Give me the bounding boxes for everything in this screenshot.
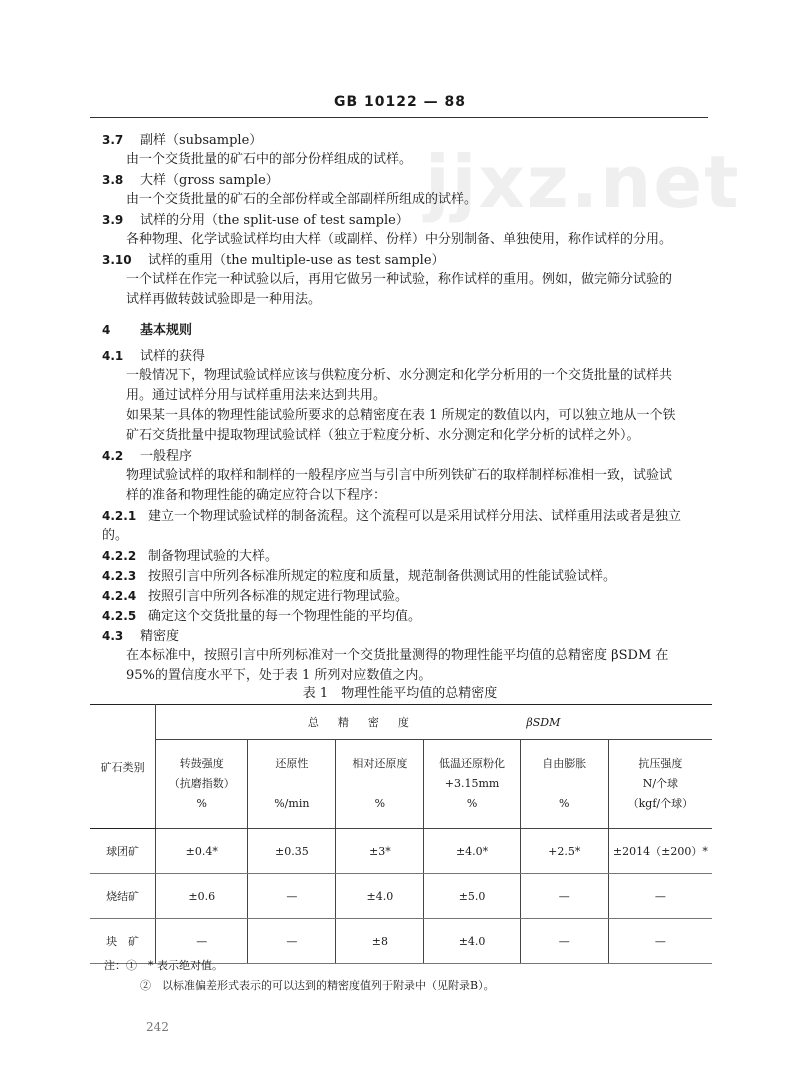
line-text: 95%的置信度水平下，处于表 1 所列对应数值之内。 — [126, 668, 432, 683]
column-header — [336, 740, 424, 829]
value-cell: ±4.0* — [424, 829, 520, 874]
column-header-line — [336, 774, 423, 794]
column-header-line: % — [196, 797, 207, 810]
column-header-line: 转鼓强度 — [179, 757, 224, 770]
clause-line — [102, 170, 279, 191]
line-text: 一般程序 — [140, 449, 193, 464]
text-line — [102, 526, 128, 546]
clause-number: 4.2.1 — [102, 509, 137, 523]
line-text: 一个试样在作完一种试验以后，再用它做另一种试验，称作试样的重用。例如，做完筛分试验的 — [126, 272, 673, 287]
clause-line — [102, 446, 192, 467]
column-header-line: 还原性 — [275, 757, 309, 770]
line-text: 试样再做转鼓试验即是一种用法。 — [126, 292, 322, 307]
line-text: 试样的分用（the split-use of test sample） — [140, 213, 409, 228]
clause-number: 4.2.3 — [102, 569, 137, 583]
line-text: 样的准备和物理性能的确定应符合以下程序： — [126, 488, 387, 503]
table-title: 表 1 物理性能平均值的总精密度 — [302, 686, 498, 701]
column-header-line: N/个球 — [642, 777, 679, 790]
line-text: 精密度 — [140, 629, 180, 644]
text-line — [126, 190, 477, 210]
column-header-line — [521, 774, 608, 794]
value-cell: ±0.4* — [156, 829, 248, 874]
row-header-cell: 矿石类别 — [90, 705, 156, 829]
value-cell: ±5.0 — [424, 874, 520, 919]
value-cell: ±3* — [336, 829, 424, 874]
clause-line — [102, 506, 681, 527]
column-header-line: %/min — [274, 797, 310, 810]
line-text: 副样（subsample） — [140, 133, 263, 148]
column-header-row — [90, 740, 712, 829]
column-header — [608, 740, 712, 829]
group-header-cell — [156, 705, 712, 740]
value-cell: +2.5* — [520, 829, 608, 874]
clause-line — [102, 606, 421, 627]
watermark: jjxz.net — [425, 140, 741, 224]
clause-number: 4.3 — [102, 629, 124, 643]
column-header — [156, 740, 248, 829]
column-header-line: （抗磨指数） — [168, 777, 235, 790]
ore-type-cell: 块 矿 — [90, 919, 156, 964]
clause-line — [102, 566, 616, 587]
group-symbol: βSDM — [526, 716, 561, 729]
line-text: 大样（gross sample） — [140, 173, 279, 188]
clause-line — [102, 320, 192, 341]
value-cell: ±4.0 — [424, 919, 520, 964]
clause-number: 4.2.4 — [102, 589, 137, 603]
page-header: GB 10122 — 88 — [334, 94, 466, 110]
table-body — [90, 829, 712, 964]
text-line — [126, 646, 668, 666]
clause-number: 4 — [102, 323, 111, 337]
text-line — [126, 290, 321, 310]
clause-line — [102, 626, 179, 647]
line-text: 按照引言中所列各标准的规定进行物理试验。 — [148, 589, 409, 604]
line-text: 由一个交货批量的矿石中的部分份样组成的试样。 — [126, 152, 413, 167]
clause-line — [102, 346, 205, 367]
clause-number: 4.2.5 — [102, 609, 137, 623]
table-row — [90, 874, 712, 919]
clause-line — [102, 130, 262, 151]
header-rule — [90, 117, 708, 118]
value-cell: — — [248, 919, 336, 964]
line-text: 制备物理试验的大样。 — [148, 549, 279, 564]
line-text: 矿石交货批量中提取物理试验试样（独立于粒度分析、水分测定和化学分析的试样之外）。 — [126, 428, 640, 443]
value-cell: — — [608, 919, 712, 964]
column-header-line: （kgf/个球） — [627, 797, 694, 810]
clause-number: 3.7 — [102, 133, 124, 147]
text-line — [126, 270, 672, 290]
value-cell: — — [156, 919, 248, 964]
column-header-line: % — [374, 797, 386, 810]
column-header-line — [248, 774, 335, 794]
line-text: 按照引言中所列各标准所规定的粒度和质量，规范制备供测试用的性能试验试样。 — [148, 569, 617, 584]
line-text: 一般情况下，物理试验试样应该与供粒度分析、水分测定和化学分析用的一个交货批量的试样共 — [126, 368, 673, 383]
value-cell: ±2014（±200）* — [608, 829, 712, 874]
value-cell: ±4.0 — [336, 874, 424, 919]
line-text: 试样的重用（the multiple-use as test sample） — [148, 253, 445, 268]
value-cell: — — [608, 874, 712, 919]
line-text: 的。 — [102, 528, 129, 543]
line-text: 基本规则 — [140, 323, 193, 338]
text-line — [126, 150, 412, 170]
value-cell: — — [520, 874, 608, 919]
text-line — [126, 426, 640, 446]
value-cell: — — [520, 919, 608, 964]
clause-line — [102, 250, 445, 271]
value-cell: ±8 — [336, 919, 424, 964]
column-header-line: 自由膨胀 — [542, 757, 587, 770]
text-line — [126, 230, 672, 250]
line-text: 建立一个物理试验试样的制备流程。这个流程可以是采用试样分用法、试样重用法或者是独立 — [148, 509, 682, 524]
clause-line — [102, 546, 278, 567]
line-text: 试样的获得 — [140, 349, 206, 364]
column-header — [520, 740, 608, 829]
column-header-line: +3.15mm — [444, 777, 500, 790]
clause-line — [102, 586, 408, 607]
clause-number: 3.9 — [102, 213, 124, 227]
line-text: 确定这个交货批量的每一个物理性能的平均值。 — [148, 609, 422, 624]
value-cell: ±0.6 — [156, 874, 248, 919]
line-text: 用。通过试样分用与试样重用法来达到共用。 — [126, 388, 387, 403]
note-2: ② 以标准偏差形式表示的可以达到的精密度值列于附录中（见附录B）。 — [140, 979, 495, 992]
column-header — [424, 740, 520, 829]
column-header-line: % — [559, 797, 570, 810]
line-text: 各种物理、化学试验试样均由大样（或副样、份样）中分别制备、单独使用，称作试样的分用。 — [126, 232, 673, 247]
clause-line — [102, 210, 409, 231]
text-line — [126, 486, 386, 506]
column-header-line: 抗压强度 — [638, 757, 683, 770]
text-line — [126, 386, 386, 406]
text-line — [126, 466, 672, 486]
clause-number: 4.2.2 — [102, 549, 137, 563]
clause-number: 3.8 — [102, 173, 124, 187]
line-text: 由一个交货批量的矿石的全部份样或全部副样所组成的试样。 — [126, 192, 478, 207]
column-header-line: 低温还原粉化 — [439, 757, 506, 770]
clause-number: 4.2 — [102, 449, 124, 463]
ore-type-cell: 烧结矿 — [90, 874, 156, 919]
column-header — [248, 740, 336, 829]
line-text: 如果某一具体的物理性能试验所要求的总精密度在表 1 所规定的数值以内，可以独立地从一个铁 — [126, 408, 676, 423]
precision-table — [90, 704, 712, 964]
column-header-line: 相对还原度 — [352, 757, 408, 770]
note-1: 注：① * 表示绝对值。 — [104, 959, 223, 972]
value-cell: — — [248, 874, 336, 919]
page-number: 242 — [146, 1020, 169, 1034]
text-line — [126, 366, 672, 386]
value-cell: ±0.35 — [248, 829, 336, 874]
table-row — [90, 829, 712, 874]
line-text: 在本标准中，按照引言中所列标准对一个交货批量测得的物理性能平均值的总精密度 βSDM 在 — [126, 648, 669, 663]
column-header-line: % — [466, 797, 478, 810]
ore-type-cell: 球团矿 — [90, 829, 156, 874]
group-label: 总 精 密 度 — [307, 716, 413, 729]
clause-number: 3.10 — [102, 253, 132, 267]
text-line — [126, 406, 676, 426]
clause-number: 4.1 — [102, 349, 124, 363]
line-text: 物理试验试样的取样和制样的一般程序应当与引言中所列铁矿石的取样制样标准相一致，试验试 — [126, 468, 673, 483]
